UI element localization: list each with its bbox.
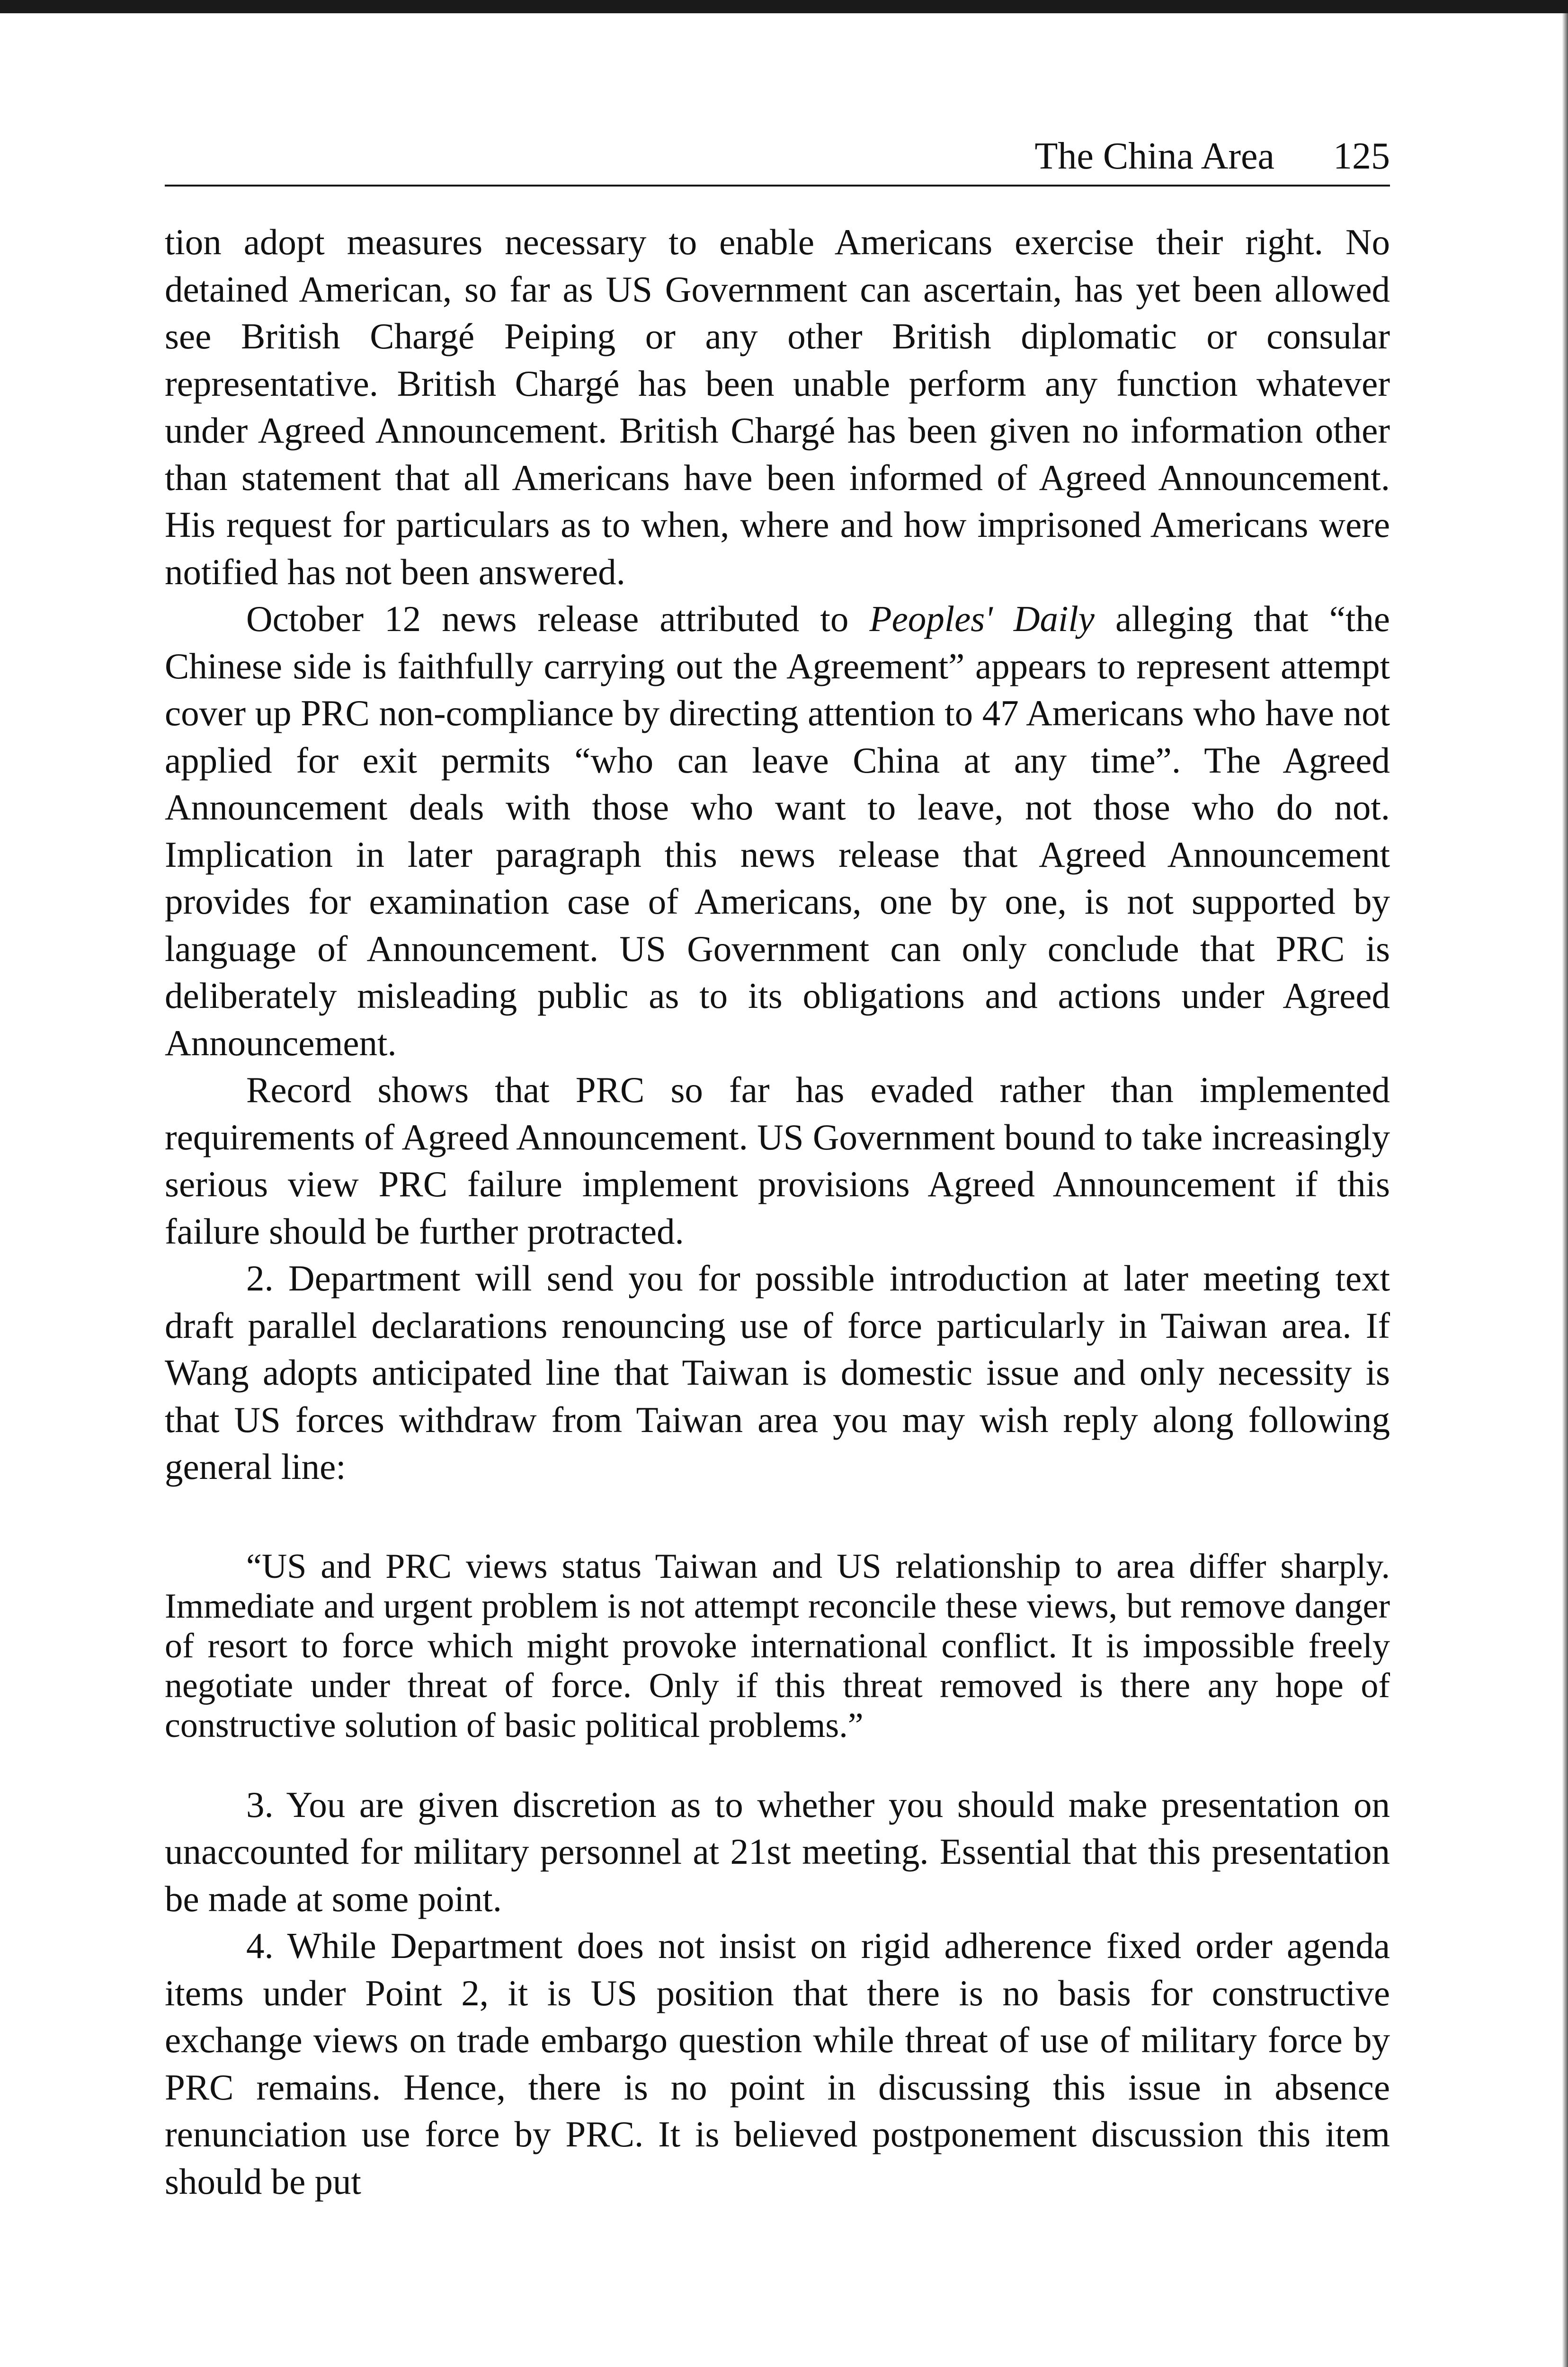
block-quote: “US and PRC views status Taiwan and US relationship to area differ sharply. Immediate and urgent problem is not attempt reconcile these views, but remove danger of resort to force which might provoke international conflict. It is impossible freely negotiate under threat of force. Only if this threat removed is there any hope of constructive solution of basic political problems.” [165, 1547, 1390, 1745]
paragraph-5: 3. You are given discretion as to whether you should make presentation on unaccounted for military personnel at 21st meeting. Essential that this presentation be made at some point. [165, 1784, 1390, 1919]
paragraph-1: tion adopt measures necessary to enable Americans exercise their right. No detained American, so far as US Government can ascertain, has yet been allowed see British Chargé Peiping or any other British diplomatic or consular representative. British Chargé has been unable perform any function whatever under Agreed Announcement. British Chargé has been given no information other than statement that all Americans have been informed of Agreed Announcement. His request for particulars as to when, where and how imprisoned Americans were notified has not been answered. [165, 222, 1390, 592]
scan-top-border [0, 0, 1568, 13]
paragraph-2-rest: alleging that “the Chinese side is faithfully carrying out the Agreement” appears to represent attempt cover up PRC non-compliance by directing attention to 47 Americans who have not applied for exit permits “who can leave China at any time”. The Agreed Announcement deals with those who want to leave, not those who do not. Implication in later paragraph this news release that Agreed Announcement provides for examination case of Americans, one by one, is not supported by language of Announcement. US Government can only conclude that PRC is deliberately misleading public as to its obligations and actions under Agreed Announcement. [165, 598, 1390, 1063]
paragraph-3: Record shows that PRC so far has evaded rather than implemented requirements of Agreed Announcement. US Government bound to take increasingly serious view PRC failure implement provisions Agreed Announcement if this failure should be further protracted. [165, 1069, 1390, 1252]
running-title: The China Area [1034, 135, 1274, 177]
body-text [165, 219, 1390, 2205]
paragraph-6: 4. While Department does not insist on rigid adherence fixed order agenda items under Point 2, it is US position that there is no basis for constructive exchange views on trade embargo question while threat of use of military force by PRC remains. Hence, there is no point in discussing this issue in absence renunciation use force by PRC. It is believed postponement discussion this item should be put [165, 1925, 1390, 2202]
paragraph-4: 2. Department will send you for possible introduction at later meeting text draft parallel declarations renouncing use of force particularly in Taiwan area. If Wang adopts anticipated line that Taiwan is domestic issue and only necessity is that US forces withdraw from Taiwan area you may wish reply along following general line: [165, 1258, 1390, 1487]
page-number: 125 [1333, 135, 1390, 177]
newspaper-title: Peoples' Daily [869, 598, 1095, 639]
scan-right-edge [1562, 13, 1568, 2367]
running-header [165, 137, 1390, 187]
document-page [165, 137, 1390, 2205]
paragraph-2-start: October 12 news release attributed to [246, 598, 870, 639]
paragraph-2 [165, 596, 1390, 1067]
